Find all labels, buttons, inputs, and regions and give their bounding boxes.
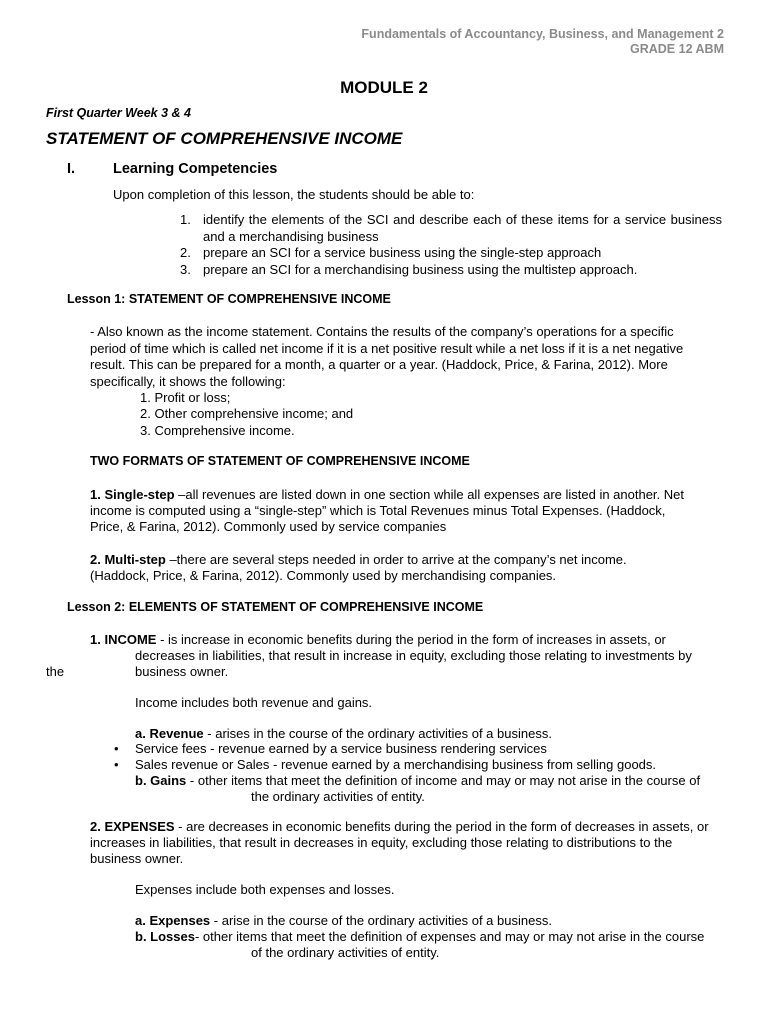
single-step-line	[90, 487, 684, 504]
bullet: •	[114, 741, 119, 756]
multi-step-line	[90, 552, 627, 569]
income-line: decreases in liabilities, that result in increase in equity, excluding those relating to investments by	[135, 648, 692, 663]
income-line: business owner.	[135, 664, 229, 679]
single-step-line: income is computed using a “single-step” which is Total Revenues minus Total Expenses. (Haddock,	[90, 503, 666, 518]
expense-def-label: a. Expenses	[135, 913, 211, 928]
expenses-includes: Expenses include both expenses and losses.	[135, 882, 395, 897]
multi-step-label: 2. Multi-step	[90, 552, 166, 567]
losses-line: of the ordinary activities of entity.	[251, 945, 440, 960]
section-title: Learning Competencies	[113, 161, 278, 177]
lesson1-heading: Lesson 1: STATEMENT OF COMPREHENSIVE INCOME	[67, 292, 391, 306]
lesson1-para-line: - Also known as the income statement. Contains the results of the company’s operations for a specific	[90, 324, 674, 339]
bullet-item: Service fees - revenue earned by a service business rendering services	[135, 741, 547, 756]
competency-item: prepare an SCI for a service business using the single-step approach	[203, 245, 602, 260]
competency-num: 3.	[180, 262, 191, 277]
expense-def-text: - arise in the course of the ordinary activities of a business.	[210, 913, 552, 928]
competency-item: identify the elements of the SCI and describe each of these items for a service business and a merchandising business	[203, 212, 722, 244]
gains-line	[135, 773, 700, 790]
lesson1-list-item: 3. Comprehensive income.	[140, 423, 295, 438]
competency-num: 1.	[180, 212, 191, 227]
income-label: 1. INCOME	[90, 632, 157, 647]
lesson1-list-item: 2. Other comprehensive income; and	[140, 406, 354, 421]
income-stray-word: the	[46, 664, 65, 679]
income-text: - is increase in economic benefits during the period in the form of increases in assets, or	[156, 632, 666, 647]
gains-label: b. Gains	[135, 773, 187, 788]
income-includes: Income includes both revenue and gains.	[135, 695, 373, 710]
lesson1-para-line: period of time which is called net income if it is a net positive result while a net loss if it is a net negative	[90, 341, 684, 356]
section-intro: Upon completion of this lesson, the students should be able to:	[113, 187, 475, 202]
bullet: •	[114, 757, 119, 772]
formats-heading: TWO FORMATS OF STATEMENT OF COMPREHENSIVE INCOME	[90, 454, 470, 468]
header-subject: Fundamentals of Accountancy, Business, and Management 2	[361, 27, 724, 41]
losses-text: - other items that meet the definition of expenses and may or may not arise in the course	[194, 929, 705, 944]
multi-step-text: –there are several steps needed in order to arrive at the company’s net income.	[165, 552, 627, 567]
gains-line: the ordinary activities of entity.	[251, 789, 425, 804]
single-step-label: 1. Single-step	[90, 487, 175, 502]
main-title: STATEMENT OF COMPREHENSIVE INCOME	[46, 129, 403, 148]
lesson1-para-line: result. This can be prepared for a month, a quarter or a year. (Haddock, Price, & Farina, 2012). More	[90, 357, 668, 372]
lesson2-heading: Lesson 2: ELEMENTS OF STATEMENT OF COMPREHENSIVE INCOME	[67, 600, 484, 614]
expenses-label: 2. EXPENSES	[90, 819, 175, 834]
losses-line	[135, 929, 704, 946]
section-number: I.	[67, 161, 76, 177]
revenue-text: - arises in the course of the ordinary activities of a business.	[203, 726, 552, 741]
lesson1-list-item: 1. Profit or loss;	[140, 390, 231, 405]
expenses-text: - are decreases in economic benefits during the period in the form of decreases in assets, or	[174, 819, 709, 834]
expenses-line: increases in liabilities, that result in decreases in equity, excluding those relating to distributions to the	[90, 835, 673, 850]
multi-step-line: (Haddock, Price, & Farina, 2012). Commonly used by merchandising companies.	[90, 568, 557, 583]
competency-item: prepare an SCI for a merchandising business using the multistep approach.	[203, 262, 638, 277]
income-line	[90, 632, 666, 649]
gains-text: - other items that meet the definition of income and may or may not arise in the course of	[186, 773, 701, 788]
week-label: First Quarter Week 3 & 4	[46, 106, 191, 120]
expense-def-line	[135, 913, 552, 930]
losses-label: b. Losses	[135, 929, 195, 944]
expenses-line	[90, 819, 709, 836]
single-step-line: Price, & Farina, 2012). Commonly used by service companies	[90, 519, 447, 534]
header-grade: GRADE 12 ABM	[630, 42, 724, 56]
bullet-item: Sales revenue or Sales - revenue earned by a merchandising business from selling goods.	[135, 757, 657, 772]
lesson1-para-line: specifically, it shows the following:	[90, 374, 286, 389]
single-step-text: –all revenues are listed down in one section while all expenses are listed in another. Net	[174, 487, 685, 502]
module-title: MODULE 2	[340, 78, 428, 97]
revenue-label: a. Revenue	[135, 726, 204, 741]
expenses-line: business owner.	[90, 851, 184, 866]
competency-num: 2.	[180, 245, 191, 260]
